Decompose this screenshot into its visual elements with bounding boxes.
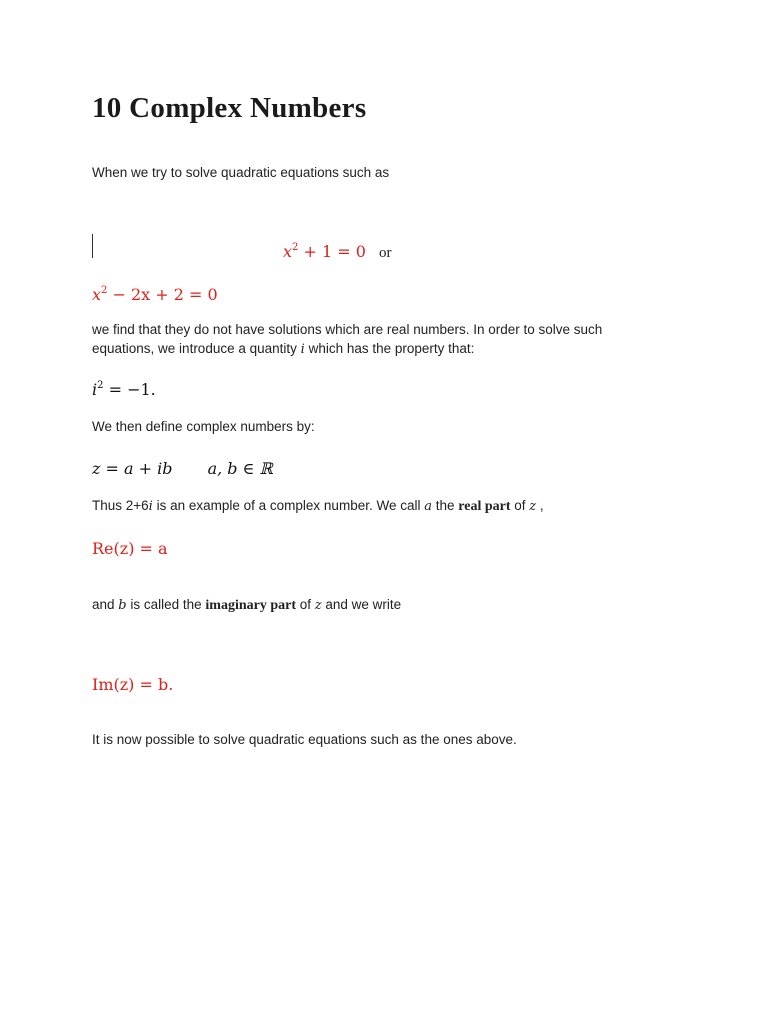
- eq1-connector: or: [379, 245, 392, 261]
- equation-quadratic-2: [92, 285, 218, 304]
- equation-x-squared-plus-one: [283, 242, 392, 263]
- eq2-variable: x: [92, 285, 102, 304]
- no-real-solutions-paragraph: [92, 320, 602, 359]
- eq2-rest: − 2x + 2 = 0: [107, 285, 218, 304]
- equation-i-squared: $i^2 = -1$.: [92, 380, 156, 399]
- define-text: We then define complex numbers by:: [92, 419, 315, 434]
- real-part-sentence: Thus 2+6i is an example of a complex number. We call a the real part of z ,: [92, 498, 544, 514]
- variable-i: i: [300, 342, 305, 357]
- paragraph-line-1: we find that they do not have solutions which are real numbers. In order to solve such: [92, 322, 603, 337]
- imaginary-part-sentence: and b is called the imaginary part of z and we write: [92, 597, 402, 613]
- paragraph-line-2: equations, we introduce a quantity i which has the property that:: [92, 341, 475, 357]
- imaginary-part-term: imaginary part: [205, 598, 297, 613]
- real-part-term: real part: [458, 499, 511, 514]
- closing-text: It is now possible to solve quadratic equations such as the ones above.: [92, 732, 517, 747]
- definition-left: z = a + ib: [92, 459, 173, 478]
- eq1-variable: x: [283, 242, 293, 261]
- intro-text: When we try to solve quadratic equations such as: [92, 165, 390, 180]
- equation-imaginary-part: Im(z) = b.: [92, 675, 174, 694]
- eq2-exponent: 2: [101, 285, 108, 296]
- eq1-rest: + 1 = 0: [298, 242, 366, 261]
- text-cursor: [92, 234, 93, 258]
- equation-real-part: Re(z) = a: [92, 539, 168, 558]
- definition-domain: a, b ∈ ℝ: [207, 459, 273, 478]
- page-title: 10 Complex Numbers: [92, 92, 367, 124]
- eq1-exponent: 2: [292, 242, 299, 253]
- equation-complex-definition: [92, 459, 273, 478]
